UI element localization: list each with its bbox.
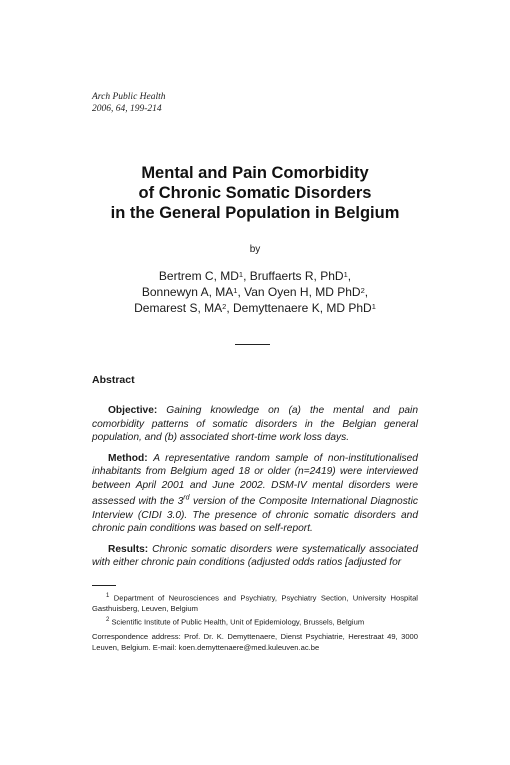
method-text-b: version of the Composite International Diagnostic Interview (CIDI 3.0). The presence of chronic somatic disorders and chronic pain conditions was based on self-report. <box>92 496 418 535</box>
author-affiliation: 1 <box>343 270 348 279</box>
footnote-marker: 1 <box>106 593 110 599</box>
results-text: Chronic somatic disorders were systematically associated with either chronic pain conditions (adjusted odds ratios [adjusted for <box>92 543 418 569</box>
abstract-results <box>92 543 418 570</box>
author-list <box>60 268 450 316</box>
author-name: Van Oyen H, MD PhD <box>244 285 361 299</box>
title-divider <box>235 344 270 345</box>
author-separator: , <box>364 285 369 299</box>
footnote-text: Scientific Institute of Public Health, Unit of Epidemiology, Brussels, Belgium <box>111 617 365 627</box>
author-name: Bertrem C, MD <box>158 269 239 283</box>
author-name: Bonnewyn A, MA <box>141 285 234 299</box>
abstract-objective <box>92 404 418 445</box>
author-affiliation: 1 <box>233 286 238 295</box>
footnote-text: Department of Neurosciences and Psychiatry, Psychiatry Section, University Hospital Gasthuisberg, Leuven, Belgium <box>92 593 418 614</box>
objective-label: Objective: <box>108 405 158 416</box>
title-line-3: in the General Population in Belgium <box>110 204 400 222</box>
author-separator: , <box>347 269 352 283</box>
author-affiliation: 1 <box>371 302 376 311</box>
author-line-2 <box>60 284 450 300</box>
footnotes <box>92 591 418 628</box>
title-line-1: Mental and Pain Comorbidity <box>141 164 369 182</box>
author-separator: , <box>243 269 250 283</box>
author-separator: , <box>226 301 233 315</box>
author-name: Demyttenaere K, MD PhD <box>232 301 372 315</box>
footnote-divider <box>92 585 116 586</box>
objective-text: Gaining knowledge on (a) the mental and pain comorbidity patterns of somatic disorders in the Belgian general population, and (b) associated short-time work loss days. <box>92 405 418 443</box>
method-label: Method: <box>108 452 148 464</box>
abstract-heading: Abstract <box>92 374 135 386</box>
journal-reference <box>92 91 166 115</box>
abstract-body <box>92 404 418 577</box>
method-text <box>92 453 418 535</box>
author-affiliation: 2 <box>360 286 365 295</box>
correspondence-address: Correspondence address: Prof. Dr. K. Demyttenaere, Dienst Psychiatrie, Herestraat 49, 3000 Leuven, Belgium. E-mail: koen.demyttenaere@med.kuleuven.ac.be <box>92 632 418 652</box>
method-text-a: A representative random sample of non-institutionalised inhabitants from Belgium aged 18 or older (n=2419) were interviewed between April 2001 and June 2002. DSM-IV mental disorders were assessed with the 3 <box>92 452 418 508</box>
footnote-marker: 2 <box>106 616 110 623</box>
method-superscript: rd <box>183 495 190 502</box>
by-label: by <box>249 244 261 255</box>
author-affiliation: 2 <box>222 302 227 311</box>
results-label: Results: <box>108 543 149 555</box>
author-line-1 <box>60 268 450 284</box>
journal-name: Arch Public Health <box>92 92 166 102</box>
author-separator: , <box>237 285 245 299</box>
footnote-1 <box>92 591 418 615</box>
paper-title <box>40 163 470 223</box>
author-name: Demarest S, MA <box>134 301 223 315</box>
author-name: Bruffaerts R, PhD <box>249 269 344 283</box>
journal-citation: 2006, 64, 199-214 <box>92 104 162 114</box>
footnote-2 <box>92 615 418 628</box>
abstract-method <box>92 452 418 536</box>
author-affiliation: 1 <box>238 270 244 279</box>
title-line-2: of Chronic Somatic Disorders <box>138 184 372 202</box>
author-line-3 <box>60 300 450 316</box>
